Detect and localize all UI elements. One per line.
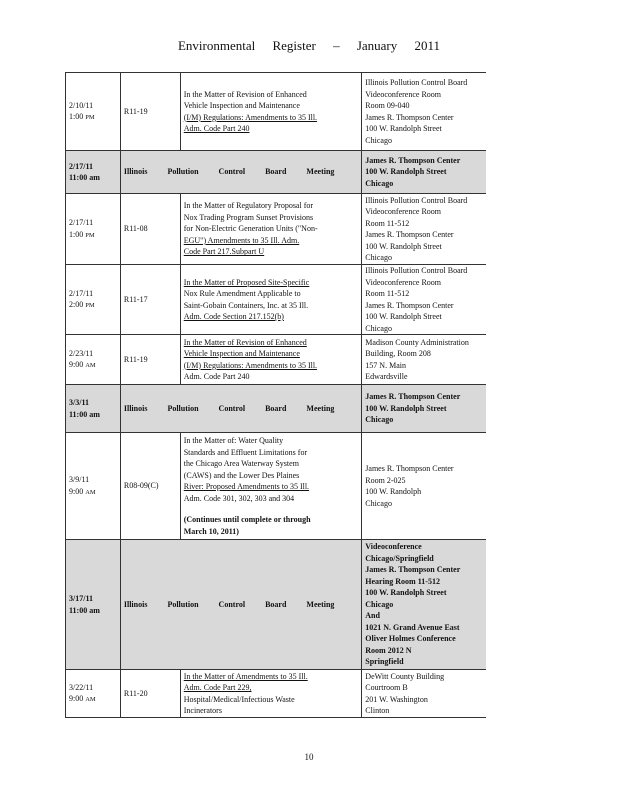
location-cell (362, 265, 486, 334)
desc-line: Nox Rule Amendment Applicable to (183, 289, 301, 298)
description-cell (181, 433, 363, 539)
meeting-label: Illinois Pollution Control Board Meeting (123, 403, 335, 413)
loc-line: Videoconference (365, 542, 422, 552)
date: 3/17/11 (69, 594, 94, 603)
date: 2/23/11 (69, 348, 94, 358)
docket-number: R11-19 (121, 335, 181, 384)
desc-line: Adm. Code Part 240 (183, 124, 250, 133)
date-cell (66, 433, 121, 539)
desc-line: Saint-Gobain Containers, Inc. at 35 Ill. (183, 300, 309, 310)
loc-line: James R. Thompson Center (365, 300, 454, 310)
loc-line: And (365, 611, 380, 621)
loc-line: James R. Thompson Center (365, 155, 461, 165)
date: 2/17/11 (69, 288, 94, 298)
table-row (65, 385, 486, 433)
date-cell (66, 151, 121, 193)
desc-line: In the Matter of Proposed Site-Specific (183, 277, 310, 287)
loc-line: Oliver Holmes Conference (365, 634, 456, 644)
desc-line: (CAWS) and the Lower Des Plaines (183, 470, 300, 480)
ampm: AM (85, 362, 96, 369)
loc-line: Courtroom B (365, 683, 408, 692)
location-cell (362, 433, 486, 539)
continuation-note: March 10, 2011) (183, 526, 239, 536)
desc-line: Vehicle Inspection and Maintenance (183, 101, 300, 110)
loc-line: 157 N. Main (365, 360, 406, 370)
docket-number: R11-19 (121, 73, 181, 150)
loc-line: Clinton (365, 706, 390, 715)
date: 2/17/11 (69, 161, 94, 171)
loc-line: James R. Thompson Center (365, 230, 454, 239)
date-cell (66, 385, 121, 432)
loc-line: Chicago (365, 498, 392, 508)
description-cell (181, 194, 363, 264)
desc-line: River: Proposed Amendments to 35 Ill. (183, 482, 310, 491)
loc-line: Chicago (365, 323, 392, 333)
loc-line: 100 W. Randolph Street (365, 403, 447, 413)
desc-line: EGU") Amendments to 35 Ill. Adm. (183, 235, 300, 245)
desc-line: (I/M) Regulations: Amendments to 35 Ill. (183, 112, 318, 122)
date-cell (66, 335, 121, 384)
meeting-label-cell (121, 151, 362, 193)
date: 3/3/11 (69, 398, 90, 407)
description-cell (181, 335, 363, 384)
location-cell (362, 151, 486, 193)
table-row (65, 540, 486, 670)
loc-line: 100 W. Randolph (365, 487, 422, 496)
ampm: PM (85, 114, 95, 121)
ampm: AM (85, 488, 96, 496)
hearing-schedule-table (65, 72, 486, 718)
loc-line: Chicago/Springfield (365, 553, 434, 563)
desc-line: Adm. Code Section 217.152(b) (183, 312, 284, 321)
date: 2/10/11 (69, 100, 94, 110)
loc-line: Room 11-512 (365, 289, 410, 298)
loc-line: Room 11-512 (365, 218, 410, 228)
loc-line: Madison County Administration (365, 337, 469, 347)
loc-line: 201 W. Washington (365, 694, 428, 704)
docket-number: R11-08 (121, 194, 181, 264)
desc-line: Nox Trading Program Sunset Provisions (183, 212, 314, 222)
time: 11:00 am (69, 409, 100, 419)
desc-line: In the Matter of Regulatory Proposal for (183, 201, 314, 211)
description-cell (181, 265, 363, 334)
loc-line: Springfield (365, 657, 404, 667)
loc-line: 100 W. Randolph Street (365, 312, 442, 321)
table-row (65, 73, 486, 151)
desc-line: Standards and Effluent Limitations for (183, 447, 308, 457)
loc-line: Room 2012 N (365, 645, 412, 655)
date-cell (66, 73, 121, 150)
loc-line: Videoconference Room (365, 277, 442, 287)
loc-line: Chicago (365, 253, 392, 262)
loc-line: Edwardsville (365, 372, 408, 381)
time: 2:00 (69, 300, 84, 309)
time: 9:00 (69, 486, 84, 496)
loc-line: Videoconference Room (365, 207, 442, 216)
loc-line: Room 09-040 (365, 101, 410, 110)
loc-line: 100 W. Randolph Street (365, 124, 442, 133)
page-number: 10 (304, 752, 314, 762)
loc-line: 100 W. Randolph Street (365, 167, 447, 177)
loc-line: Illinois Pollution Control Board (365, 266, 468, 275)
table-row (65, 265, 486, 335)
time: 11:00 am (69, 173, 100, 182)
loc-line: 100 W. Randolph Street (365, 588, 447, 598)
loc-line: Chicago (365, 599, 394, 609)
location-cell (362, 194, 486, 264)
time: 11:00 am (69, 605, 100, 615)
ampm: PM (85, 302, 95, 309)
loc-line: Chicago (365, 415, 394, 425)
table-row (65, 151, 486, 194)
loc-line: James R. Thompson Center (365, 392, 461, 402)
location-cell (362, 540, 486, 669)
date-cell (66, 194, 121, 264)
date: 3/9/11 (69, 475, 90, 484)
description-cell (181, 670, 363, 717)
date: 2/17/11 (69, 218, 94, 227)
desc-line: (I/M) Regulations: Amendments to 35 Ill. (183, 360, 318, 370)
date-cell (66, 540, 121, 669)
desc-line: Adm. Code 301, 302, 303 and 304 (183, 493, 295, 503)
desc-line: Adm. Code Part 229, (183, 683, 252, 692)
loc-line: 1021 N. Grand Avenue East (365, 622, 460, 632)
desc-line: In the Matter of: Water Quality (183, 436, 284, 445)
desc-line: Code Part 217.Subpart U (183, 247, 265, 257)
meeting-label: Illinois Pollution Control Board Meeting (123, 167, 335, 177)
location-cell (362, 385, 486, 432)
location-cell (362, 73, 486, 150)
desc-line: In the Matter of Revision of Enhanced (183, 89, 307, 99)
table-row (65, 670, 486, 718)
loc-line: Chicago (365, 135, 392, 145)
desc-line: for Non-Electric Generation Units ("Non- (183, 224, 318, 234)
loc-line: Illinois Pollution Control Board (365, 78, 468, 87)
date-cell (66, 670, 121, 717)
loc-line: Videoconference Room (365, 89, 442, 99)
loc-line: 100 W. Randolph Street (365, 241, 442, 251)
desc-line: Hospital/Medical/Infectious Waste (183, 694, 295, 704)
date: 3/22/11 (69, 682, 94, 692)
date-cell (66, 265, 121, 334)
docket-number: R08-09(C) (121, 433, 181, 539)
table-row (65, 433, 486, 540)
desc-line: In the Matter of Amendments to 35 Ill. (183, 671, 308, 681)
desc-line: Incinerators (183, 706, 222, 715)
docket-number: R11-20 (121, 670, 181, 717)
loc-line: Room 2-025 (365, 475, 406, 485)
loc-line: James R. Thompson Center (365, 464, 454, 473)
meeting-label: Illinois Pollution Control Board Meeting (123, 599, 335, 609)
docket-number: R11-17 (121, 265, 181, 334)
page-header: Environmental Register – January 2011 (177, 38, 441, 53)
desc-line: the Chicago Area Waterway System (183, 459, 299, 468)
meeting-label-cell (121, 540, 362, 669)
loc-line: Illinois Pollution Control Board (365, 195, 468, 205)
time: 1:00 (69, 229, 84, 239)
desc-line: In the Matter of Revision of Enhanced (183, 337, 307, 347)
loc-line: Hearing Room 11-512 (365, 576, 440, 586)
time: 1:00 (69, 112, 84, 121)
description-cell (181, 73, 363, 150)
loc-line: Chicago (365, 178, 394, 188)
loc-line: James R. Thompson Center (365, 565, 461, 575)
desc-line: Vehicle Inspection and Maintenance (183, 349, 300, 358)
time: 9:00 (69, 360, 84, 369)
meeting-label-cell (121, 385, 362, 432)
continuation-note: (Continues until complete or through (183, 515, 311, 524)
table-row (65, 194, 486, 265)
ampm: PM (85, 231, 95, 239)
ampm: AM (85, 696, 96, 703)
loc-line: DeWitt County Building (365, 671, 445, 681)
loc-line: James R. Thompson Center (365, 112, 454, 122)
location-cell (362, 670, 486, 717)
loc-line: Building, Room 208 (365, 349, 431, 358)
location-cell (362, 335, 486, 384)
time: 9:00 (69, 694, 84, 703)
desc-line: Adm. Code Part 240 (183, 372, 250, 381)
table-row (65, 335, 486, 385)
